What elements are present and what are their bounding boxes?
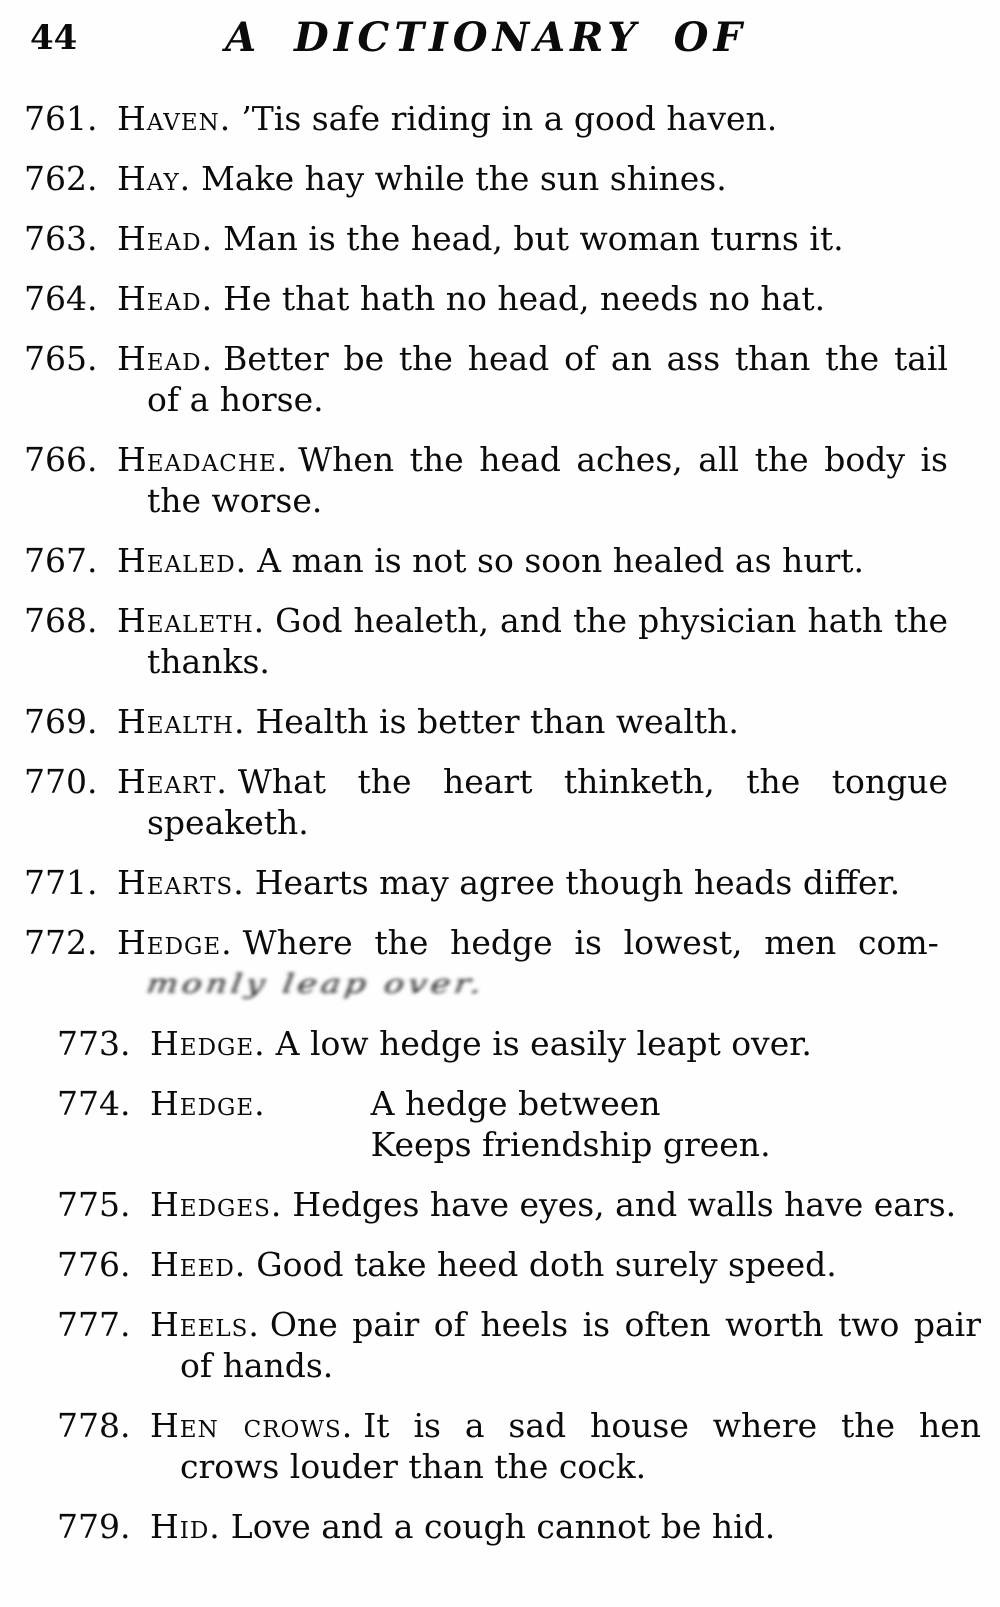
entries-list (24, 98, 982, 1547)
entry-number: 764. (24, 279, 98, 318)
proverb-entry (24, 158, 948, 199)
page-title: A DICTIONARY OF (225, 14, 747, 61)
verse-line: A hedge between (370, 1084, 661, 1123)
entry-number: 762. (24, 159, 98, 198)
proverb-entry (24, 922, 948, 1004)
entry-text: Good take heed doth surely speed. (256, 1245, 837, 1284)
entry-headword: Hedge. (117, 923, 233, 962)
entry-headword: Heart. (117, 762, 228, 801)
proverb-entry (57, 1506, 981, 1547)
entry-headword: Haven. (117, 99, 232, 138)
entry-text: Better be the head of an ass than the tail of a horse. (147, 339, 948, 419)
entry-text: He that hath no head, needs no hat. (223, 279, 826, 318)
entry-text: What the heart thinketh, the tongue speaketh. (147, 762, 948, 842)
entry-headword: Headache. (117, 440, 289, 479)
entry-number: 771. (24, 863, 98, 902)
entry-number: 779. (57, 1507, 131, 1546)
entry-number: 775. (57, 1185, 131, 1224)
entry-headword: Hen crows. (150, 1406, 354, 1445)
entry-number: 776. (57, 1245, 131, 1284)
entry-number: 774. (57, 1084, 131, 1123)
proverb-entry (24, 278, 948, 319)
entry-headword: Hedge. (150, 1024, 266, 1063)
entry-headword: Hedges. (150, 1185, 283, 1224)
proverb-entry (57, 1184, 981, 1225)
entry-number: 763. (24, 219, 98, 258)
entry-headword: Heed. (150, 1245, 247, 1284)
proverb-entry (57, 1083, 981, 1165)
proverb-entry (24, 439, 948, 521)
proverb-entry (24, 761, 948, 843)
entry-number: 767. (24, 541, 98, 580)
entry-text: Hearts may agree though heads differ. (254, 863, 901, 902)
proverb-entry (24, 98, 948, 139)
proverb-entry (57, 1244, 981, 1285)
entry-headword: Hid. (150, 1507, 221, 1546)
proverb-entry (24, 218, 948, 259)
entry-headword: Healed. (117, 541, 248, 580)
entry-text: God healeth, and the physician hath the thanks. (147, 601, 948, 681)
entry-headword: Head. (117, 279, 214, 318)
proverb-entry (57, 1023, 981, 1064)
proverb-entry (24, 600, 948, 682)
entry-text: Man is the head, but woman turns it. (223, 219, 844, 258)
proverb-entry (24, 338, 948, 420)
entry-number: 765. (24, 339, 98, 378)
proverb-entry (24, 862, 948, 903)
entry-text: A low hedge is easily leapt over. (275, 1024, 812, 1063)
entry-text: One pair of heels is often worth two pair of hands. (180, 1305, 981, 1385)
entry-headword: Hedge. (150, 1084, 266, 1123)
entry-number: 772. (24, 923, 98, 962)
entry-text: ’Tis safe riding in a good haven. (241, 99, 778, 138)
proverb-entry (57, 1405, 981, 1487)
proverb-entry (24, 701, 948, 742)
entry-headword: Health. (117, 702, 246, 741)
entry-headword: Heels. (150, 1305, 260, 1344)
entry-headword: Healeth. (117, 601, 266, 640)
page-number: 44 (30, 18, 78, 58)
page-header (24, 12, 948, 70)
entry-headword: Hearts. (117, 863, 245, 902)
entry-verse (371, 1083, 771, 1165)
entry-text: Love and a cough cannot be hid. (230, 1507, 776, 1546)
entry-number: 773. (57, 1024, 131, 1063)
proverb-entry (24, 540, 948, 581)
entry-number: 778. (57, 1406, 131, 1445)
verse-line: Keeps friendship green. (370, 1125, 771, 1164)
entry-headword: Head. (117, 339, 214, 378)
entry-text: It is a sad house where the hen crows louder than the cock. (180, 1406, 982, 1486)
entry-number: 769. (24, 702, 98, 741)
entry-text: A man is not so soon healed as hurt. (257, 541, 865, 580)
entry-headword: Head. (117, 219, 214, 258)
entry-text: When the head aches, all the body is the worse. (147, 440, 948, 520)
entry-text: Health is better than wealth. (255, 702, 739, 741)
entry-number: 766. (24, 440, 98, 479)
entry-text: Hedges have eyes, and walls have ears. (292, 1185, 957, 1224)
entry-number: 761. (24, 99, 98, 138)
entry-headword: Hay. (117, 159, 192, 198)
entry-text: Where the hedge is lowest, men com- (242, 923, 939, 962)
entry-number: 770. (24, 762, 98, 801)
proverb-entry (57, 1304, 981, 1386)
entry-text: Make hay while the sun shines. (201, 159, 727, 198)
entry-number: 777. (57, 1305, 131, 1344)
entry-number: 768. (24, 601, 98, 640)
entry-text-smudged: monly leap over. (144, 967, 488, 1000)
